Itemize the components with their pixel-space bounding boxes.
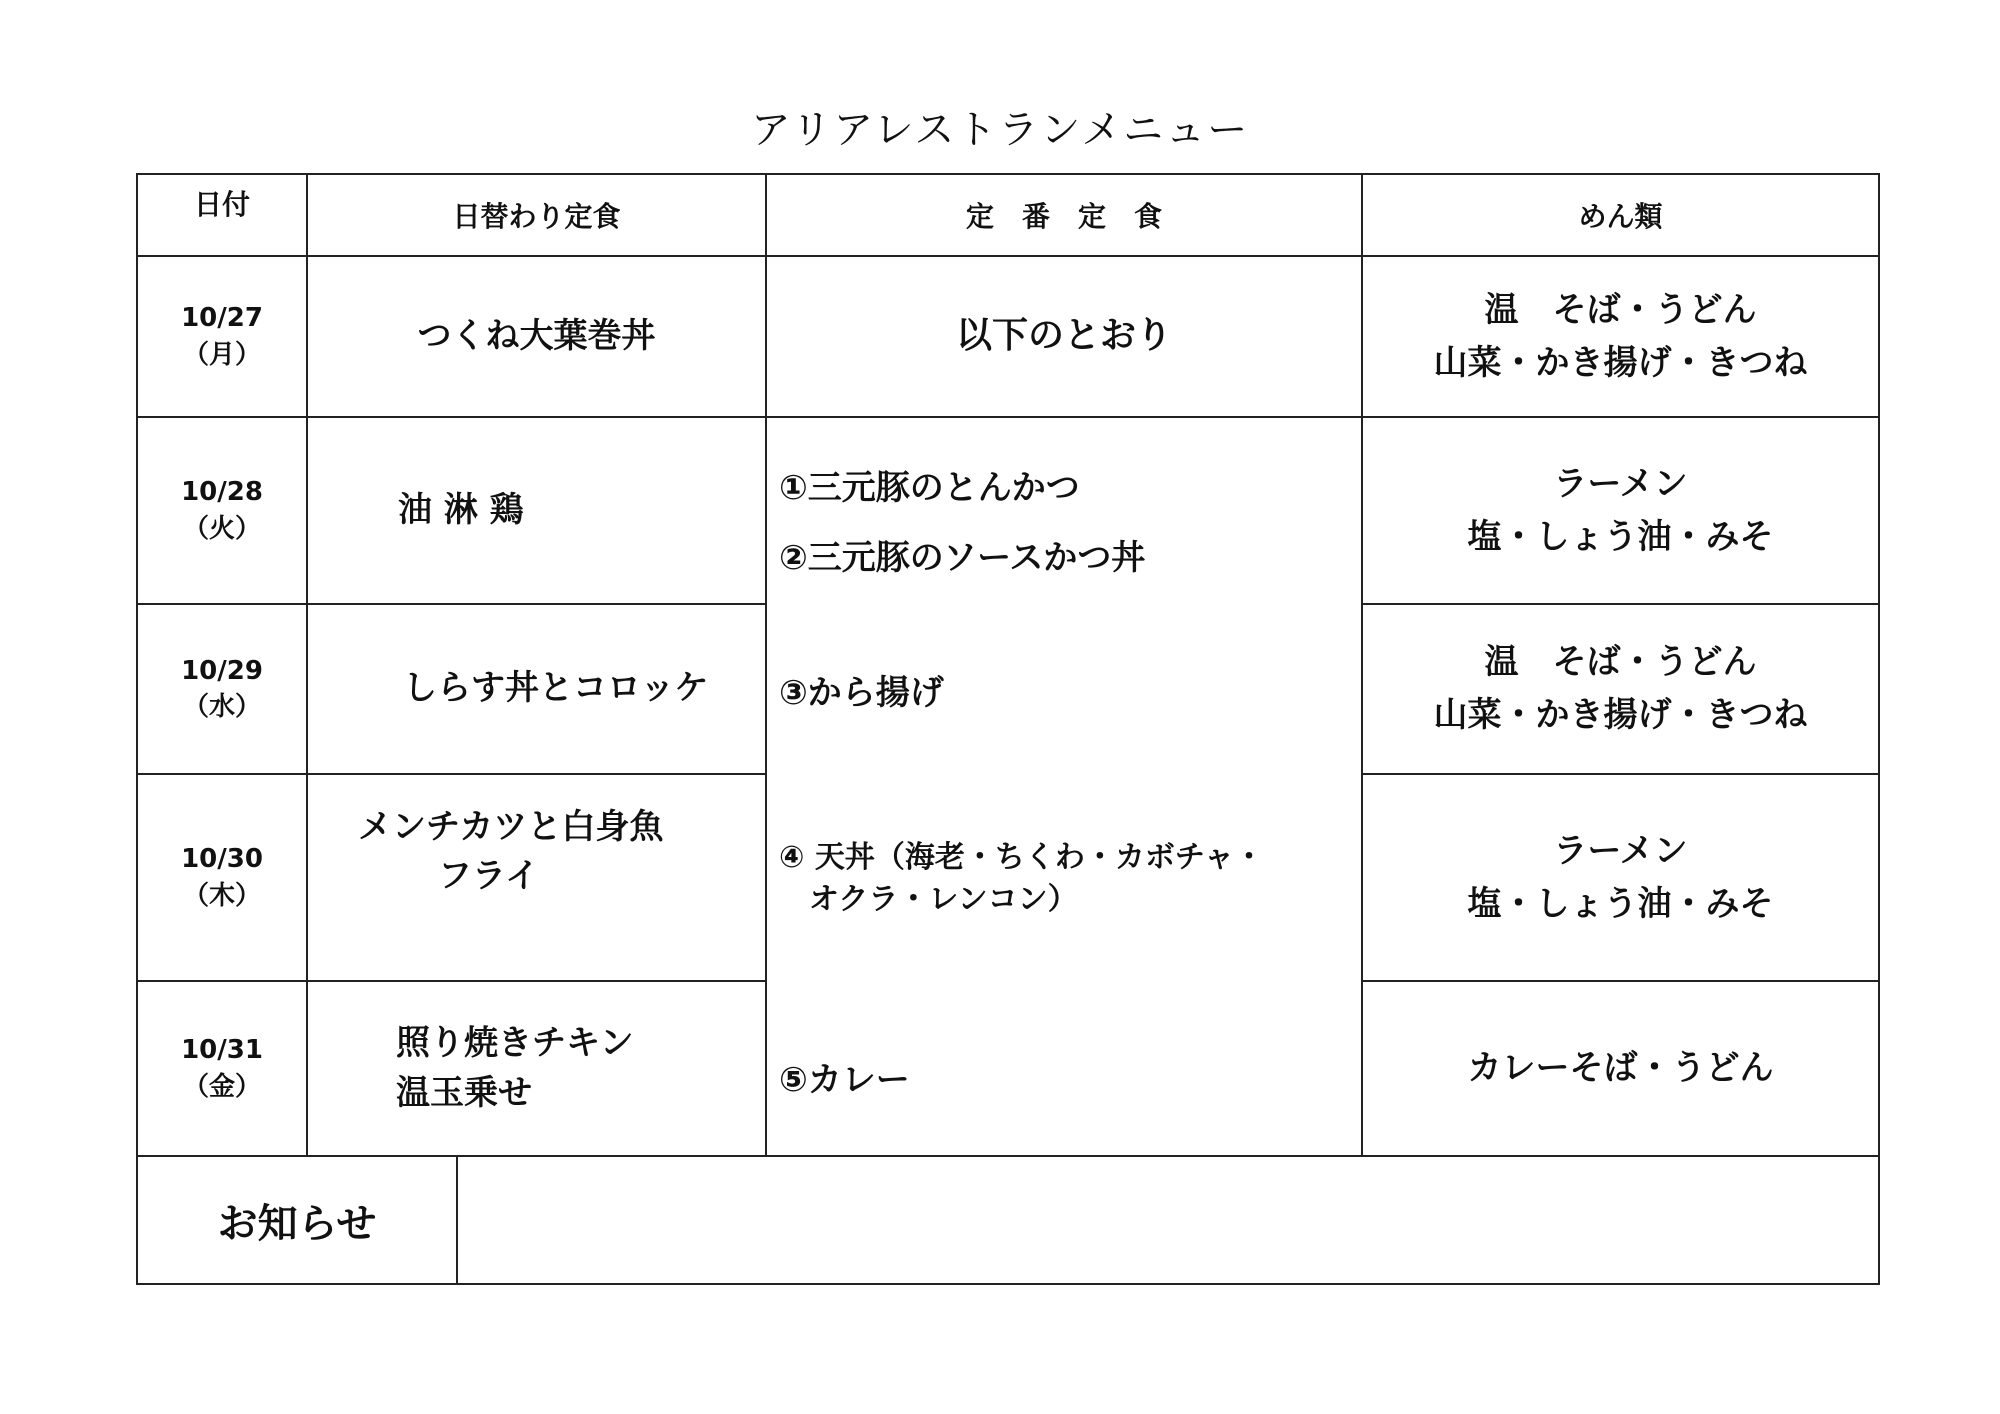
notice-label: お知らせ: [137, 1156, 457, 1284]
date-cell: [137, 417, 307, 604]
page-title: アリアレストランメニュー: [750, 107, 1250, 153]
header-date: 日付: [137, 174, 307, 256]
date-cell: [137, 256, 307, 417]
menu-table: [136, 173, 1880, 1285]
noodle-line: 塩・しょう油・みそ: [1467, 516, 1774, 557]
daily-text: つくね大葉巻丼: [417, 315, 656, 356]
header-noodles: めん類: [1362, 174, 1879, 256]
noodle-line: ラーメン: [1553, 463, 1688, 504]
noodle-line: 山菜・かき揚げ・きつね: [1433, 342, 1808, 383]
daily-text: 温玉乗せ: [396, 1072, 532, 1113]
header-row: [137, 174, 1879, 256]
fixed-item: オクラ・レンコン）: [779, 882, 1078, 917]
daily-text: メンチカツと白身魚: [358, 807, 664, 847]
daily-text: 照り焼きチキン: [396, 1023, 634, 1064]
noodle-cell: [1362, 604, 1879, 774]
date-text: 10/31: [181, 1035, 263, 1066]
header-fixed: 定 番 定 食: [766, 174, 1362, 256]
weekday-text: （金）: [182, 1071, 261, 1102]
date-text: 10/27: [181, 303, 263, 334]
fixed-intro-cell: [766, 256, 1362, 417]
fixed-item: ③から揚げ: [779, 673, 944, 713]
noodle-line: 山菜・かき揚げ・きつね: [1433, 695, 1808, 735]
daily-cell: [307, 256, 766, 417]
daily-text: 油 淋 鶏: [398, 489, 524, 530]
daily-cell: [307, 417, 766, 604]
fixed-menu-cell: [766, 417, 1362, 1156]
weekday-text: （月）: [182, 339, 261, 370]
weekday-text: （火）: [182, 513, 261, 544]
daily-cell: [307, 604, 766, 774]
date-text: 10/29: [181, 655, 263, 686]
noodle-line: 温 そば・うどん: [1484, 289, 1757, 330]
header-daily: 日替わり定食: [307, 174, 766, 256]
noodle-cell: [1362, 774, 1879, 981]
fixed-item: ①三元豚のとんかつ: [779, 468, 1080, 508]
noodle-line: ラーメン: [1553, 830, 1688, 871]
date-text: 10/28: [181, 477, 263, 508]
weekday-text: （水）: [182, 692, 261, 722]
table-row: [137, 256, 1879, 417]
noodle-line: 温 そば・うどん: [1484, 642, 1757, 683]
date-cell: [137, 981, 307, 1156]
noodle-line: カレーそば・うどん: [1467, 1048, 1774, 1089]
daily-text: フライ: [438, 856, 539, 897]
notice-row: [137, 1156, 1879, 1284]
fixed-intro: 以下のとおり: [956, 315, 1173, 357]
fixed-item: ⑤カレー: [779, 1060, 910, 1100]
fixed-item: ④ 天丼（海老・ちくわ・カボチャ・: [779, 840, 1264, 875]
fixed-item: ②三元豚のソースかつ丼: [779, 538, 1146, 578]
table-row: [137, 417, 1879, 604]
weekday-text: （木）: [182, 880, 261, 911]
noodle-cell: [1362, 256, 1879, 417]
daily-cell: [307, 774, 766, 981]
date-cell: [137, 604, 307, 774]
date-text: 10/30: [181, 844, 263, 875]
noodle-cell: [1362, 981, 1879, 1156]
noodle-cell: [1362, 417, 1879, 604]
noodle-line: 塩・しょう油・みそ: [1467, 883, 1774, 924]
date-cell: [137, 774, 307, 981]
notice-content: [457, 1156, 1879, 1284]
daily-cell: [307, 981, 766, 1156]
daily-text: しらす丼とコロッケ: [403, 668, 709, 709]
